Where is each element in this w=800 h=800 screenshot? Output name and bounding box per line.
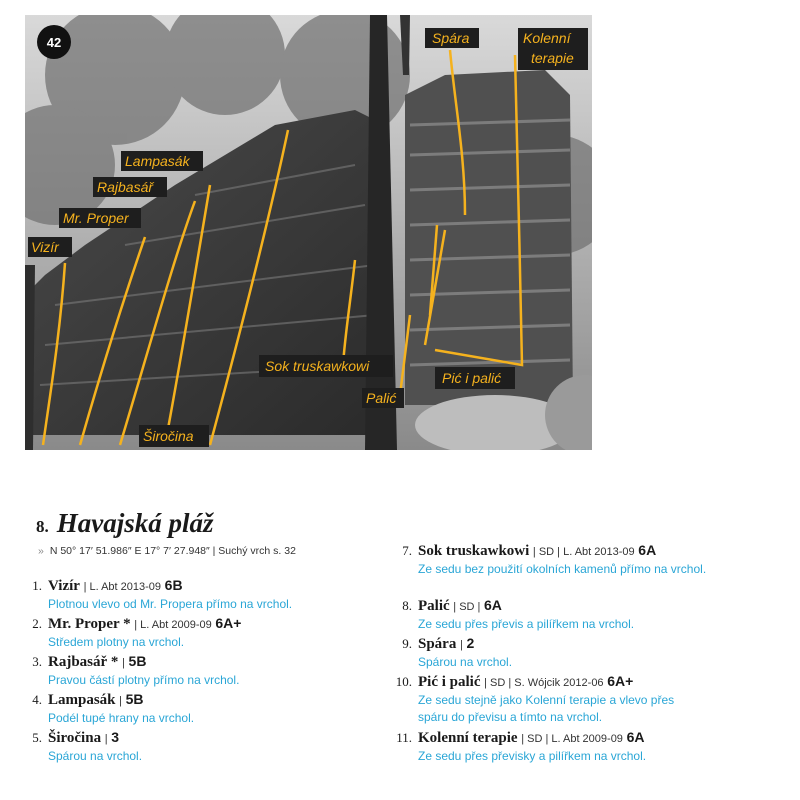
label-rajbasar: Rajbasář [97,179,154,195]
label-terapie: terapie [531,50,574,66]
route-meta: | SD | L. Abt 2013-09 [532,546,635,558]
label-vizir: Vizír [31,239,59,255]
route-name: Lampasák [48,692,116,708]
route-meta: | [122,657,125,669]
route-item [390,597,730,633]
section-number: 8. [36,517,49,536]
route-item [390,542,730,578]
label-palic: Palić [366,390,397,406]
label-spara: Spára [432,30,470,46]
route-grade: 6A [626,729,645,745]
bullet-icon: » [38,545,44,557]
route-grade: 6A+ [607,673,634,689]
route-name: Rajbasář * [48,654,119,670]
route-meta: | L. Abt 2009-09 [134,619,212,631]
route-index: 8. [402,598,412,613]
route-item [20,577,292,613]
route-meta: | SD | [453,601,481,613]
page-number-badge: 42 [37,25,71,59]
route-index: 3. [32,654,42,669]
route-index: 11. [396,730,412,745]
route-description: Podél tupé hrany na vrchol. [48,711,195,725]
label-lampasak: Lampasák [125,153,190,169]
coordinates-text: N 50° 17′ 51.986″ E 17° 7′ 27.948″ | Suchý vrch s. 32 [49,545,296,557]
route-description: Pravou částí plotny přímo na vrchol. [48,673,240,687]
route-index: 7. [402,543,412,558]
label-sirocina: Širočina [143,428,194,444]
route-description: Středem plotny na vrchol. [48,635,185,649]
route-name: Spára [418,636,457,652]
route-name: Sok truskawkowi [418,543,530,559]
label-kolenni: Kolenní [523,30,571,46]
route-name: Širočina [48,730,102,746]
route-item [20,615,241,651]
route-index: 9. [402,636,412,651]
route-item [20,653,239,689]
topo-photo [25,15,592,450]
route-description: Ze sedu stejně jako Kolenní terapie a vlevo přes spáru do převisu a tímto na vrchol. [418,693,675,724]
route-description: Ze sedu bez použití okolních kamenů přímo na vrchol. [418,562,707,576]
route-grade: 5B [128,653,147,669]
route-grade: 5B [125,691,144,707]
route-meta: | L. Abt 2013-09 [83,581,162,593]
route-index: 1. [32,578,42,593]
route-grade: 6A [484,597,502,613]
route-description: Ze sedu přes převisky a pilířkem na vrchol. [418,749,647,763]
route-meta: | SD | S. Wójcik 2012-06 [484,677,604,689]
route-index: 2. [32,616,42,631]
route-description: Spárou na vrchol. [418,655,513,669]
route-index: 10. [395,674,412,689]
route-name: Pić i palić [418,674,481,690]
route-item [390,673,730,726]
route-name: Kolenní terapie [418,730,518,746]
route-meta: | SD | L. Abt 2009-09 [521,733,623,745]
route-meta: | [119,695,123,707]
section-coordinates [38,545,296,557]
route-item [20,691,194,727]
route-item [390,729,730,765]
label-sok: Sok truskawkowi [265,358,370,374]
route-item [20,729,142,765]
route-grade: 6A+ [215,615,242,631]
route-grade: 6B [164,577,183,593]
route-description: Ze sedu přes převis a pilířkem na vrchol. [418,617,635,631]
section-heading [36,508,214,539]
route-meta: | [459,639,463,651]
route-index: 4. [32,692,42,707]
route-name: Palić [418,598,450,614]
route-item [390,635,730,671]
section-title: Havajská pláž [56,508,214,538]
route-name: Mr. Proper * [48,616,131,632]
route-index: 5. [32,730,42,745]
route-grade: 6A [638,542,657,558]
route-name: Vizír [48,578,80,594]
label-pic: Pić i palić [442,370,502,386]
route-description: Spárou na vrchol. [48,749,143,763]
route-meta: | [104,733,108,745]
route-grade: 3 [111,729,119,745]
label-mr-proper: Mr. Proper [63,210,129,226]
route-grade: 2 [466,635,475,651]
route-description: Plotnou vlevo od Mr. Propera přímo na vrchol. [48,597,293,611]
